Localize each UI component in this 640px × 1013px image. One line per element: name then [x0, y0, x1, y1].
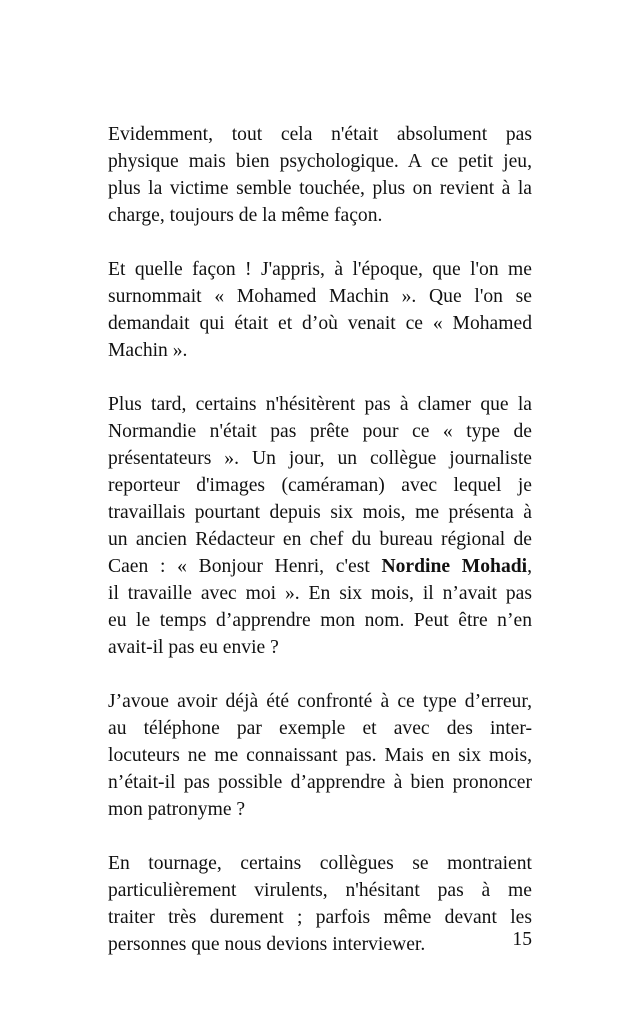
text-line: En tournage, certains collègues se montraient	[108, 853, 532, 874]
text-line: avait-il pas eu envie ?	[108, 637, 279, 658]
text-line: Et quelle façon ! J'appris, à l'époque, que l'on me	[108, 259, 532, 280]
text-line: Evidemment, tout cela n'était absolument pas	[108, 124, 532, 145]
text-line: n’était-il pas possible d’apprendre à bien prononcer	[108, 772, 532, 793]
text-line: il travaille avec moi ». En six mois, il n’avait pas	[108, 583, 532, 604]
text-line: un ancien Rédacteur en chef du bureau régional de	[108, 529, 532, 550]
text-line: particulièrement virulents, n'hésitant pas à me	[108, 880, 532, 901]
text-line: physique mais bien psychologique. A ce petit jeu,	[108, 151, 532, 172]
text-line: Normandie n'était pas prête pour ce « type de	[108, 421, 532, 442]
name-line-before: Caen : « Bonjour Henri, c'est	[108, 556, 382, 577]
name-line-after: ,	[527, 556, 532, 577]
body-text	[108, 121, 532, 985]
text-line: présentateurs ». Un jour, un collègue journaliste	[108, 448, 532, 469]
text-line: travaillais pourtant depuis six mois, me présenta à	[108, 502, 532, 523]
text-line: personnes que nous devions interviewer.	[108, 934, 426, 955]
text-line: demandait qui était et d’où venait ce « Mohamed	[108, 313, 532, 334]
text-line: eu le temps d’apprendre mon nom. Peut être n’en	[108, 610, 532, 631]
text-line: Plus tard, certains n'hésitèrent pas à clamer que la	[108, 394, 532, 415]
text-line: traiter très durement ; parfois même devant les	[108, 907, 532, 928]
paragraph-5	[108, 850, 532, 958]
text-line: locuteurs ne me connaissant pas. Mais en six mois,	[108, 745, 532, 766]
text-line: plus la victime semble touchée, plus on revient à la	[108, 178, 532, 199]
author-name: Nordine Mohadi	[381, 556, 528, 577]
text-line: au téléphone par exemple et avec des inter-	[108, 718, 532, 739]
text-line: surnommait « Mohamed Machin ». Que l'on se	[108, 286, 532, 307]
page-number: 15	[512, 929, 532, 950]
text-line: mon patronyme ?	[108, 799, 246, 820]
text-line-with-name	[108, 553, 532, 580]
paragraph-2	[108, 256, 532, 364]
text-line: J’avoue avoir déjà été confronté à ce type d’erreur,	[108, 691, 532, 712]
paragraph-4	[108, 688, 532, 823]
text-line: Machin ».	[108, 340, 188, 361]
paragraph-3	[108, 391, 532, 661]
text-line: charge, toujours de la même façon.	[108, 205, 383, 226]
paragraph-1	[108, 121, 532, 229]
text-line: reporteur d'images (caméraman) avec lequel je	[108, 475, 532, 496]
